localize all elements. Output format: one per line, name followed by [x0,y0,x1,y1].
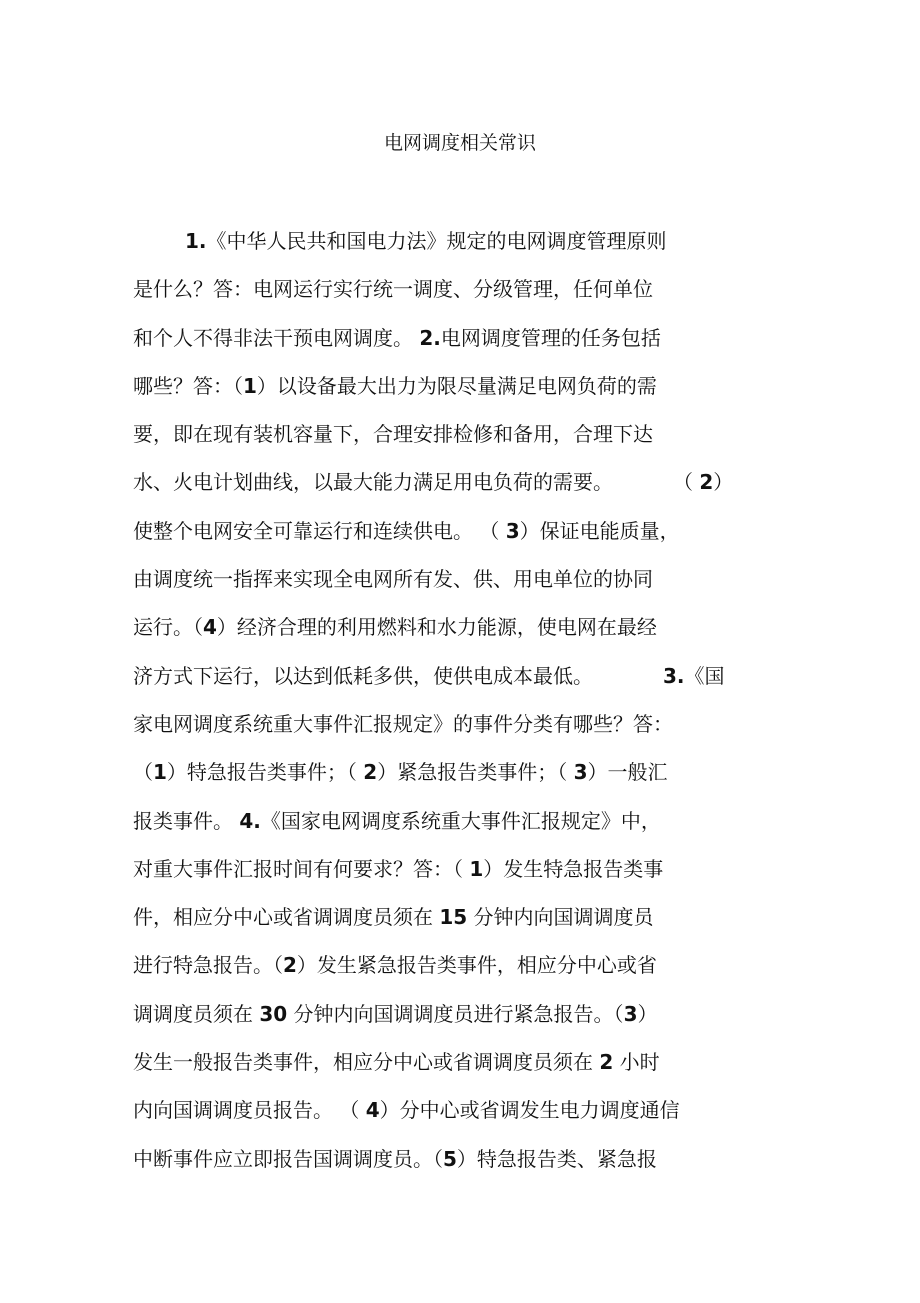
text-line [133,562,813,610]
text-line [133,1045,813,1093]
text-bold-segment: 5 [443,1146,457,1171]
text-segment: ）经济合理的利用燃料和水力能源，使电网在最经 [216,615,657,640]
text-line [133,610,813,658]
text-segment: ）以设备最大出力为限尽量满足电网负荷的需 [256,373,657,398]
text-line [133,321,813,369]
text-bold-segment: 2 [699,470,714,495]
text-segment: 分钟内向国调调度员进行紧急报告。（ [287,1001,624,1026]
text-line [133,514,813,562]
document-title: 电网调度相关常识 [383,132,536,154]
text-segment: ）分中心或省调发生电力调度通信 [379,1098,680,1123]
text-bold-segment: 1 [469,856,484,881]
text-segment: （ [133,760,153,785]
text-line [133,948,813,996]
text-line [133,224,813,272]
text-line [133,369,813,417]
text-segment: ）发生特急报告类事 [483,856,664,881]
text-segment: ）紧急报告类事件；（ [377,760,574,785]
text-segment: ） [713,470,734,495]
text-segment: ）发生紧急报告类事件，相应分中心或省 [296,953,657,978]
text-line [133,755,813,803]
text-segment: ）特急报告类、紧急报 [456,1146,657,1171]
text-line [133,1142,813,1190]
text-segment: 报类事件。 [133,808,240,833]
text-bold-segment: 2 [363,760,378,785]
text-segment: 调调度员须在 [133,1001,260,1026]
text-segment: 件，相应分中心或省调调度员须在 [133,905,440,930]
text-segment: 分钟内向国调调度员 [467,905,654,930]
text-bold-segment: 4. [239,808,261,833]
text-line [133,852,813,900]
text-bold-segment: 15 [439,905,468,930]
text-line [133,1093,813,1141]
text-segment: 小时 [613,1050,660,1075]
text-bold-segment: 1. [185,229,207,253]
text-segment: ）保证电能质量， [519,518,680,543]
text-segment: 家电网调度系统重大事件汇报规定》的事件分类有哪些？答： [133,711,673,736]
text-bold-segment: 2 [283,953,297,978]
text-segment: 济方式下运行，以达到低耗多供，使供电成本最低。 [133,663,663,688]
text-segment: 发生一般报告类事件，相应分中心或省调调度员须在 [133,1050,600,1075]
text-bold-segment: 1 [153,760,167,785]
text-segment: 进行特急报告。（ [133,953,283,978]
text-bold-segment: 30 [259,1001,288,1026]
text-line [133,417,813,465]
text-segment: 内向国调调度员报告。 （ [133,1098,366,1123]
text-segment: 哪些？答：（ [133,373,243,398]
text-line [133,659,813,707]
text-line [133,707,813,755]
text-bold-segment: 2. [419,325,441,350]
text-segment: 运行。（ [133,615,203,640]
text-segment: 要，即在现有装机容量下，合理安排检修和备用，合理下达 [133,422,653,447]
text-line [133,465,813,513]
text-segment: 由调度统一指挥来实现全电网所有发、供、用电单位的协同 [133,567,653,592]
text-segment: ） [637,1001,658,1026]
text-segment: 使整个电网安全可靠运行和连续供电。 （ [133,518,506,543]
text-segment: 对重大事件汇报时间有何要求？答：（ [133,856,470,881]
text-bold-segment: 3 [505,518,520,543]
text-bold-segment: 4 [203,615,217,640]
text-line [133,804,813,852]
text-bold-segment: 3 [623,1001,638,1026]
text-segment: 中断事件应立即报告国调调度员。（ [133,1146,443,1171]
text-segment: ）特急报告类事件；（ [166,760,364,785]
text-bold-segment: 3 [573,760,588,785]
text-bold-segment: 4 [365,1098,380,1123]
text-segment: 是什么？答：电网运行实行统一调度、分级管理，任何单位 [133,277,653,302]
text-segment: 电网调度管理的任务包括 [440,325,661,350]
text-segment: 《中华人民共和国电力法》规定的电网调度管理原则 [206,229,667,253]
text-segment: ）一般汇 [587,760,668,785]
text-segment: 《国家电网调度系统重大事件汇报规定》中， [260,808,661,833]
text-segment: 《国 [684,663,725,688]
document-body [133,224,813,1190]
text-bold-segment: 3. [663,663,685,688]
text-segment: 和个人不得非法干预电网调度。 [133,325,420,350]
text-bold-segment: 1 [243,373,257,398]
text-line [133,900,813,948]
text-segment: 水、火电计划曲线，以最大能力满足用电负荷的需要。 （ [133,470,700,495]
text-line [133,997,813,1045]
text-line [133,272,813,320]
text-bold-segment: 2 [599,1050,614,1075]
